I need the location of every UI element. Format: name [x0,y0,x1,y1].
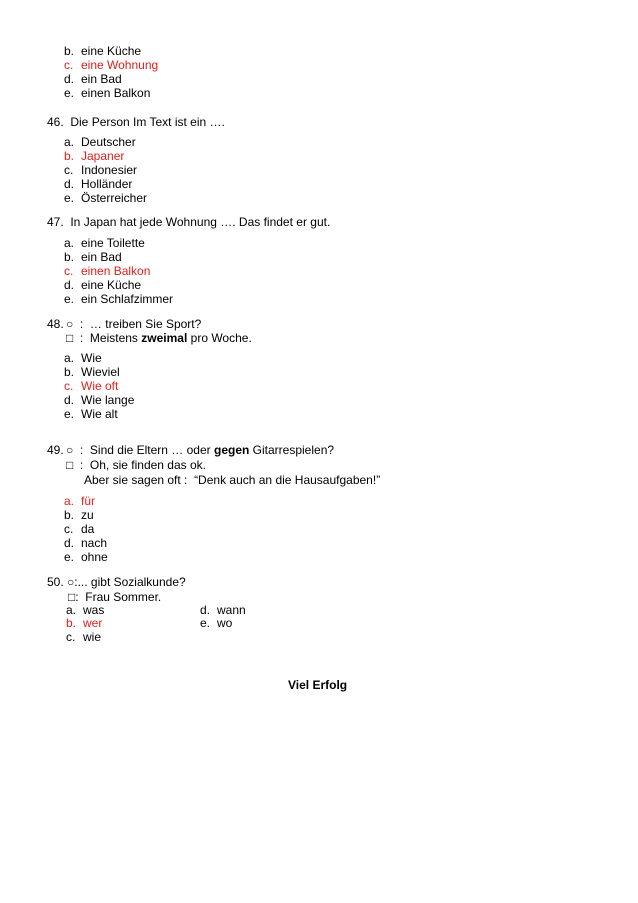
q45-option-b: b. eine Küche [64,44,142,58]
q48-prompt-line: ○ : … treiben Sie Sport? [66,317,202,331]
q49-answer-continuation: Aber sie sagen oft : “Denk auch an die Hausaufgaben!” [84,473,381,487]
q49-number: 49. [47,443,64,457]
q50-option-a: a. was [66,603,105,617]
q50-option-d: d. wann [200,603,246,617]
q45-option-c: c. eine Wohnung [64,58,159,72]
q48-option-c: c. Wie oft [64,379,119,393]
q46-option-d: d. Holländer [64,177,133,191]
q49-option-b: b. zu [64,508,94,522]
q47-option-b: b. ein Bad [64,250,122,264]
q49-option-e: e. ohne [64,550,108,564]
q49-prompt-line: ○ : Sind die Eltern … oder gegen Gitarrespielen? [66,443,335,457]
q50-prompt-line: 50. ○:... gibt Sozialkunde? [47,575,186,589]
q49-option-c: c. da [64,522,95,536]
q47-option-e: e. ein Schlafzimmer [64,292,174,306]
q46-question: 46. Die Person Im Text ist ein …. [47,115,225,129]
q46-option-c: c. Indonesier [64,163,138,177]
q48-option-a: a. Wie [64,351,102,365]
q48-option-d: d. Wie lange [64,393,135,407]
q46-option-b: b. Japaner [64,149,125,163]
q49-option-d: d. nach [64,536,108,550]
q47-option-a: a. eine Toilette [64,236,145,250]
closing-text: Viel Erfolg [288,678,348,692]
q48-option-b: b. Wieviel [64,365,120,379]
q45-option-d: d. ein Bad [64,72,122,86]
q45-option-e: e. einen Balkon [64,86,151,100]
q50-answer-line: □: Frau Sommer. [68,590,162,604]
q48-option-e: e. Wie alt [64,407,118,421]
q48-number: 48. [47,317,64,331]
q50-option-b: b. wer [66,616,103,630]
q49-option-a: a. für [64,494,96,508]
q48-answer-line: □ : Meistens zweimal pro Woche. [66,331,252,345]
q46-option-a: a. Deutscher [64,135,136,149]
q50-option-e: e. wo [200,616,233,630]
q46-option-e: e. Österreicher [64,191,148,205]
q47-option-d: d. eine Küche [64,278,142,292]
q49-answer-line: □ : Oh, sie finden das ok. [66,458,206,472]
q47-question: 47. In Japan hat jede Wohnung …. Das findet er gut. [47,215,331,229]
q47-option-c: c. einen Balkon [64,264,151,278]
q50-option-c: c. wie [66,630,102,644]
